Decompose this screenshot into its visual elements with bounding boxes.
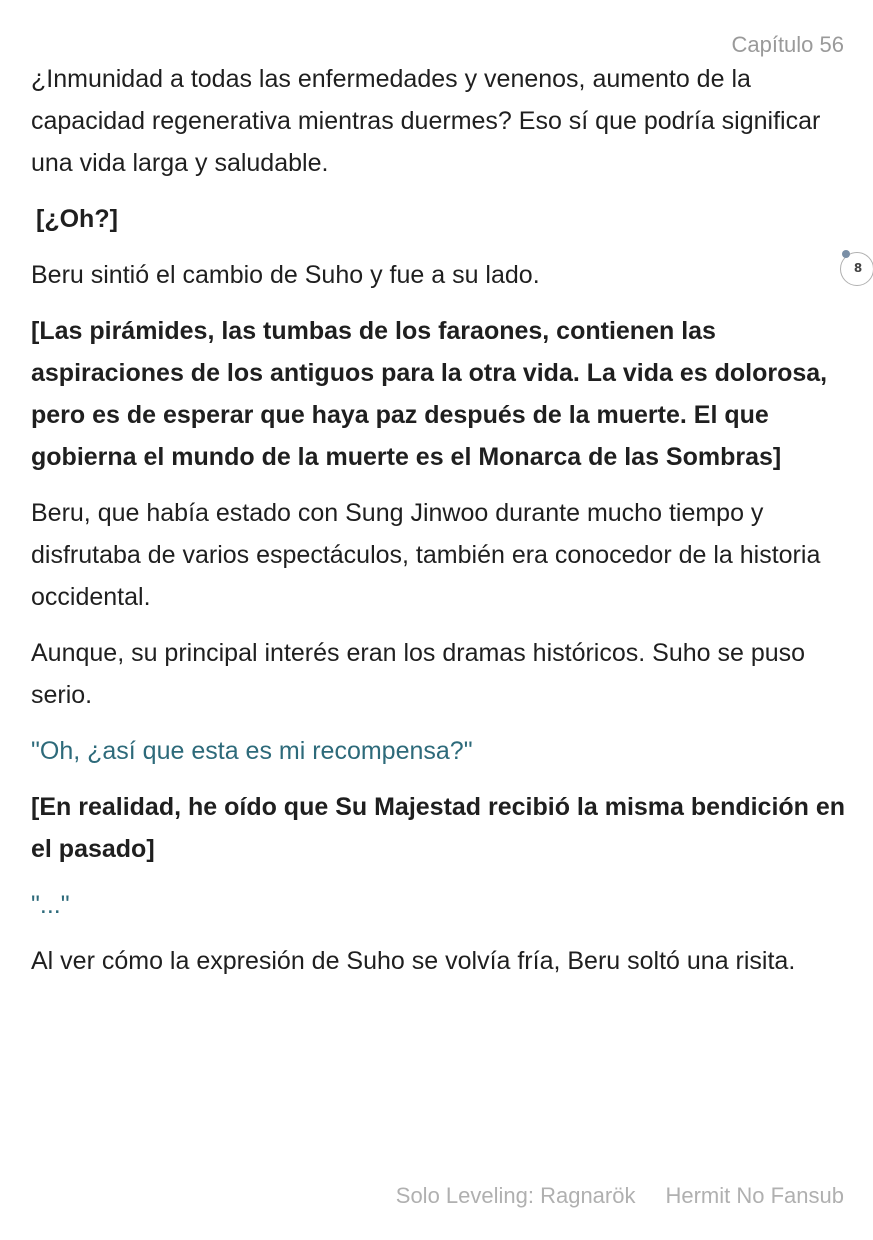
indicator-dot-icon [842,250,850,258]
book-title: Solo Leveling: Ragnarök [395,1183,636,1208]
narration-paragraph: ¿Inmunidad a todas las enfermedades y venenos, aumento de la capacidad regenerativa mientras duermes? Eso sí que podría significar una vida larga y saludable. [31,65,821,177]
page-number: 8 [853,261,863,275]
chapter-text [31,58,846,996]
narration-paragraph: Al ver cómo la expresión de Suho se volvía fría, Beru soltó una risita. [31,947,796,975]
chapter-label: Capítulo 56 [731,32,844,57]
system-message: [En realidad, he oído que Su Majestad recibió la misma bendición en el pasado] [31,793,846,863]
footer [396,1183,844,1209]
narration-paragraph: Beru sintió el cambio de Suho y fue a su lado. [31,261,540,289]
translator-credit: Hermit No Fansub [665,1183,844,1208]
page-number-badge[interactable] [840,252,873,286]
narration-paragraph: Beru, que había estado con Sung Jinwoo durante mucho tiempo y disfrutaba de varios espectáculos, también era conocedor de la historia occidental. [31,499,821,611]
system-message: [Las pirámides, las tumbas de los faraones, contienen las aspiraciones de los antiguos para la otra vida. La vida es dolorosa, pero es de esperar que haya paz después de la muerte. El que gobierna el mundo de la muerte es el Monarca de las Sombras] [31,317,828,471]
dialogue-line: "Oh, ¿así que esta es mi recompensa?" [31,737,473,765]
system-message: [¿Oh?] [36,205,118,233]
narration-paragraph: Aunque, su principal interés eran los dramas históricos. Suho se puso serio. [31,639,806,709]
dialogue-line: "..." [31,891,70,919]
